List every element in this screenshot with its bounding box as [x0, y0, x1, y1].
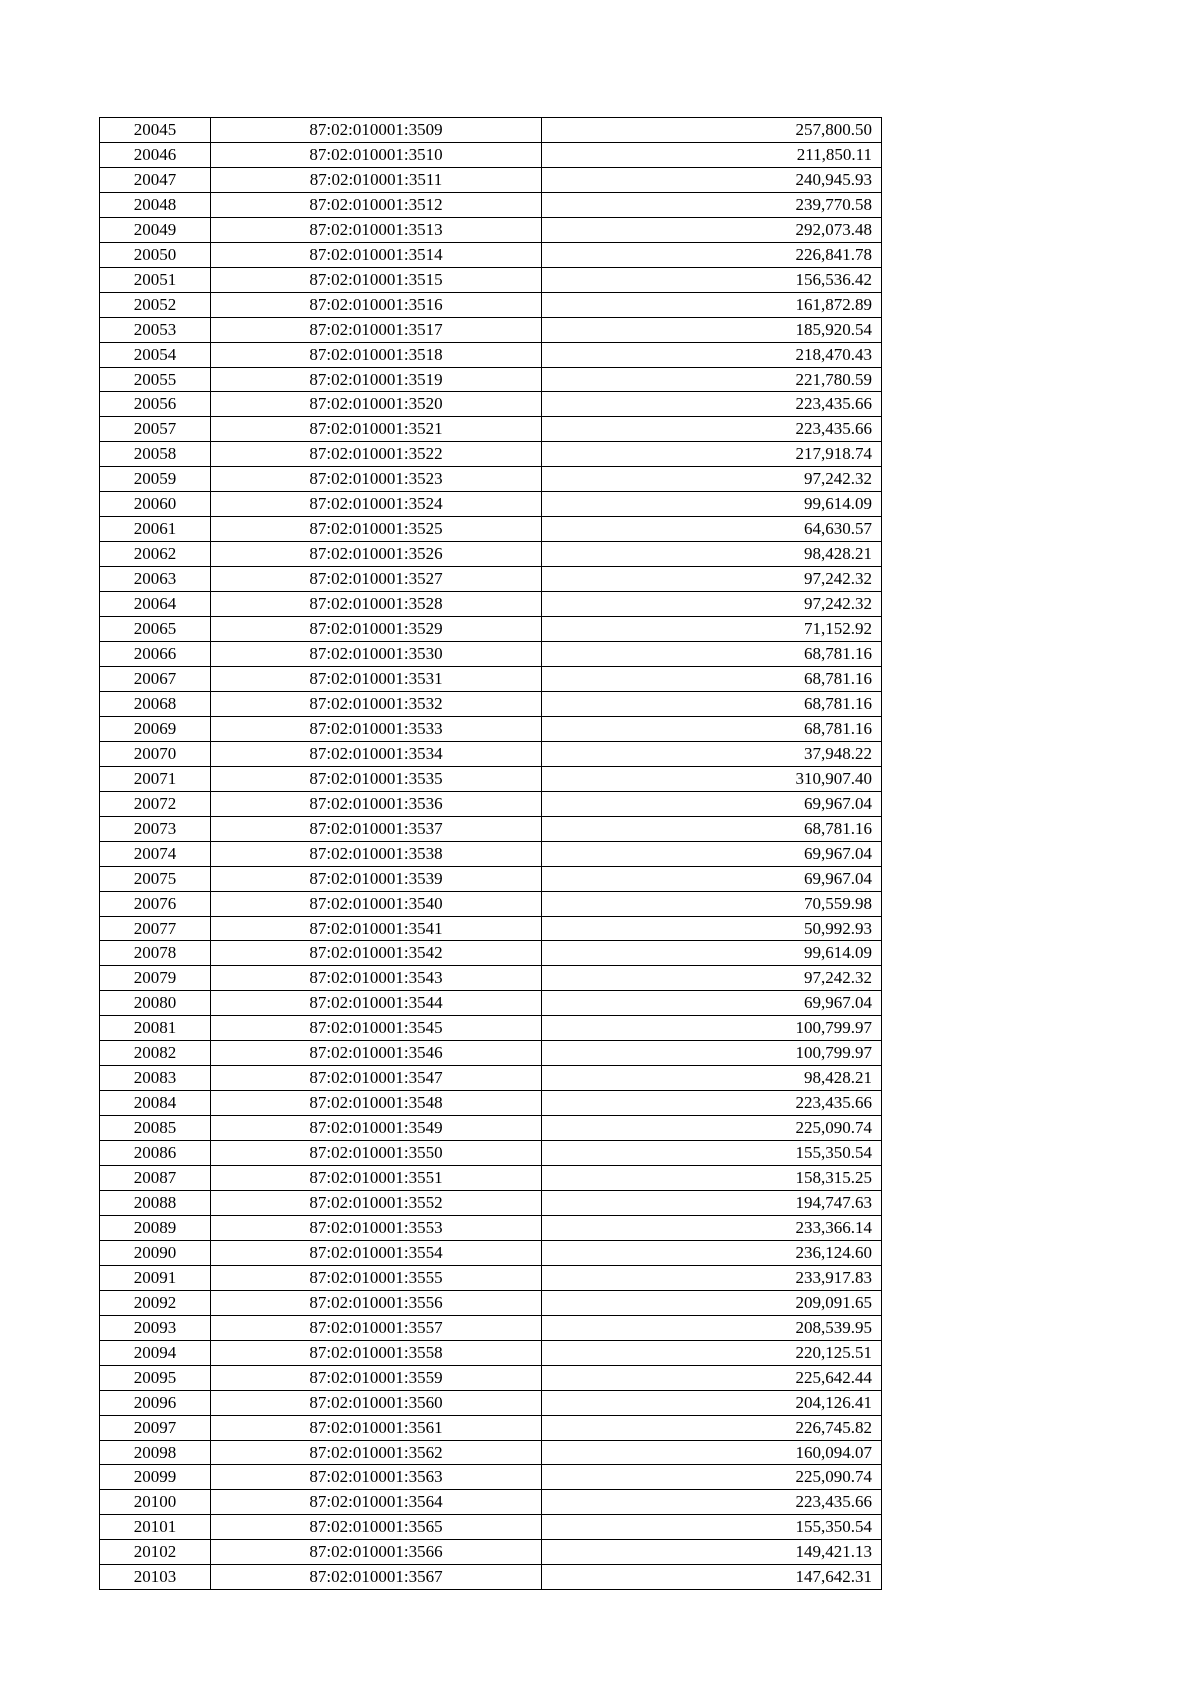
table-row — [100, 966, 882, 991]
cadastral-value-cell: 97,242.32 — [542, 567, 882, 592]
cadastral-value-cell: 236,124.60 — [542, 1240, 882, 1265]
table-row — [100, 292, 882, 317]
row-number-cell: 20053 — [100, 317, 211, 342]
cadastral-value-cell: 225,642.44 — [542, 1365, 882, 1390]
cadastral-value-cell: 220,125.51 — [542, 1340, 882, 1365]
cadastral-value-cell: 69,967.04 — [542, 866, 882, 891]
cadastral-value-cell: 185,920.54 — [542, 317, 882, 342]
cadastral-value-cell: 98,428.21 — [542, 1066, 882, 1091]
table-row — [100, 1315, 882, 1340]
cadastral-value-cell: 226,841.78 — [542, 242, 882, 267]
cadastral-value-cell: 155,350.54 — [542, 1515, 882, 1540]
cadastral-value-cell: 225,090.74 — [542, 1465, 882, 1490]
row-number-cell: 20091 — [100, 1265, 211, 1290]
table-row — [100, 1240, 882, 1265]
cadastral-number-cell: 87:02:010001:3512 — [211, 192, 542, 217]
table-row — [100, 816, 882, 841]
cadastral-number-cell: 87:02:010001:3530 — [211, 642, 542, 667]
table-row — [100, 342, 882, 367]
cadastral-number-cell: 87:02:010001:3561 — [211, 1415, 542, 1440]
cadastral-number-cell: 87:02:010001:3540 — [211, 891, 542, 916]
cadastral-number-cell: 87:02:010001:3551 — [211, 1166, 542, 1191]
row-number-cell: 20060 — [100, 492, 211, 517]
cadastral-number-cell: 87:02:010001:3528 — [211, 592, 542, 617]
row-number-cell: 20102 — [100, 1540, 211, 1565]
row-number-cell: 20100 — [100, 1490, 211, 1515]
cadastral-number-cell: 87:02:010001:3552 — [211, 1190, 542, 1215]
cadastral-number-cell: 87:02:010001:3545 — [211, 1016, 542, 1041]
cadastral-value-cell: 226,745.82 — [542, 1415, 882, 1440]
row-number-cell: 20050 — [100, 242, 211, 267]
cadastral-value-cell: 70,559.98 — [542, 891, 882, 916]
cadastral-number-cell: 87:02:010001:3549 — [211, 1116, 542, 1141]
row-number-cell: 20059 — [100, 467, 211, 492]
row-number-cell: 20084 — [100, 1091, 211, 1116]
cadastral-value-cell: 97,242.32 — [542, 592, 882, 617]
table-row — [100, 666, 882, 691]
table-row — [100, 1390, 882, 1415]
cadastral-value-table — [99, 117, 882, 1590]
table-row — [100, 1465, 882, 1490]
cadastral-value-cell: 97,242.32 — [542, 467, 882, 492]
cadastral-value-cell: 223,435.66 — [542, 1490, 882, 1515]
cadastral-number-cell: 87:02:010001:3564 — [211, 1490, 542, 1515]
cadastral-number-cell: 87:02:010001:3531 — [211, 666, 542, 691]
cadastral-value-cell: 68,781.16 — [542, 716, 882, 741]
cadastral-value-cell: 50,992.93 — [542, 916, 882, 941]
row-number-cell: 20061 — [100, 517, 211, 542]
table-row — [100, 1515, 882, 1540]
table-row — [100, 192, 882, 217]
cadastral-number-cell: 87:02:010001:3556 — [211, 1290, 542, 1315]
cadastral-value-cell: 100,799.97 — [542, 1041, 882, 1066]
row-number-cell: 20056 — [100, 392, 211, 417]
table-row — [100, 267, 882, 292]
table-row — [100, 1490, 882, 1515]
row-number-cell: 20064 — [100, 592, 211, 617]
row-number-cell: 20103 — [100, 1565, 211, 1590]
cadastral-number-cell: 87:02:010001:3554 — [211, 1240, 542, 1265]
table-row — [100, 1041, 882, 1066]
cadastral-number-cell: 87:02:010001:3521 — [211, 417, 542, 442]
row-number-cell: 20066 — [100, 642, 211, 667]
table-body — [100, 118, 882, 1590]
row-number-cell: 20063 — [100, 567, 211, 592]
row-number-cell: 20069 — [100, 716, 211, 741]
row-number-cell: 20092 — [100, 1290, 211, 1315]
cadastral-value-cell: 97,242.32 — [542, 966, 882, 991]
table-row — [100, 866, 882, 891]
cadastral-value-cell: 161,872.89 — [542, 292, 882, 317]
row-number-cell: 20058 — [100, 442, 211, 467]
cadastral-number-cell: 87:02:010001:3525 — [211, 517, 542, 542]
cadastral-number-cell: 87:02:010001:3565 — [211, 1515, 542, 1540]
row-number-cell: 20086 — [100, 1141, 211, 1166]
cadastral-value-cell: 147,642.31 — [542, 1565, 882, 1590]
row-number-cell: 20085 — [100, 1116, 211, 1141]
cadastral-number-cell: 87:02:010001:3547 — [211, 1066, 542, 1091]
cadastral-number-cell: 87:02:010001:3533 — [211, 716, 542, 741]
table-row — [100, 642, 882, 667]
cadastral-value-cell: 233,366.14 — [542, 1215, 882, 1240]
cadastral-value-cell: 68,781.16 — [542, 816, 882, 841]
table-row — [100, 791, 882, 816]
cadastral-number-cell: 87:02:010001:3522 — [211, 442, 542, 467]
row-number-cell: 20078 — [100, 941, 211, 966]
cadastral-number-cell: 87:02:010001:3559 — [211, 1365, 542, 1390]
row-number-cell: 20097 — [100, 1415, 211, 1440]
row-number-cell: 20082 — [100, 1041, 211, 1066]
row-number-cell: 20079 — [100, 966, 211, 991]
cadastral-value-cell: 211,850.11 — [542, 142, 882, 167]
table-row — [100, 1290, 882, 1315]
row-number-cell: 20099 — [100, 1465, 211, 1490]
table-row — [100, 991, 882, 1016]
table-row — [100, 1066, 882, 1091]
row-number-cell: 20076 — [100, 891, 211, 916]
cadastral-value-cell: 223,435.66 — [542, 417, 882, 442]
row-number-cell: 20089 — [100, 1215, 211, 1240]
cadastral-number-cell: 87:02:010001:3543 — [211, 966, 542, 991]
row-number-cell: 20048 — [100, 192, 211, 217]
cadastral-value-cell: 68,781.16 — [542, 642, 882, 667]
table-row — [100, 941, 882, 966]
cadastral-value-cell: 69,967.04 — [542, 791, 882, 816]
table-row — [100, 592, 882, 617]
cadastral-value-cell: 240,945.93 — [542, 167, 882, 192]
row-number-cell: 20080 — [100, 991, 211, 1016]
cadastral-number-cell: 87:02:010001:3510 — [211, 142, 542, 167]
table-row — [100, 1415, 882, 1440]
table-row — [100, 217, 882, 242]
cadastral-number-cell: 87:02:010001:3523 — [211, 467, 542, 492]
table-row — [100, 1141, 882, 1166]
cadastral-value-cell: 160,094.07 — [542, 1440, 882, 1465]
cadastral-value-cell: 221,780.59 — [542, 367, 882, 392]
cadastral-value-cell: 149,421.13 — [542, 1540, 882, 1565]
row-number-cell: 20057 — [100, 417, 211, 442]
row-number-cell: 20073 — [100, 816, 211, 841]
cadastral-value-cell: 156,536.42 — [542, 267, 882, 292]
cadastral-number-cell: 87:02:010001:3562 — [211, 1440, 542, 1465]
row-number-cell: 20094 — [100, 1340, 211, 1365]
cadastral-number-cell: 87:02:010001:3538 — [211, 841, 542, 866]
cadastral-value-cell: 100,799.97 — [542, 1016, 882, 1041]
row-number-cell: 20070 — [100, 741, 211, 766]
cadastral-number-cell: 87:02:010001:3557 — [211, 1315, 542, 1340]
cadastral-value-cell: 239,770.58 — [542, 192, 882, 217]
row-number-cell: 20088 — [100, 1190, 211, 1215]
row-number-cell: 20062 — [100, 542, 211, 567]
row-number-cell: 20095 — [100, 1365, 211, 1390]
table-row — [100, 1091, 882, 1116]
cadastral-number-cell: 87:02:010001:3566 — [211, 1540, 542, 1565]
row-number-cell: 20098 — [100, 1440, 211, 1465]
cadastral-number-cell: 87:02:010001:3560 — [211, 1390, 542, 1415]
table-row — [100, 766, 882, 791]
table-row — [100, 741, 882, 766]
cadastral-value-cell: 69,967.04 — [542, 991, 882, 1016]
cadastral-number-cell: 87:02:010001:3536 — [211, 791, 542, 816]
cadastral-number-cell: 87:02:010001:3517 — [211, 317, 542, 342]
cadastral-number-cell: 87:02:010001:3527 — [211, 567, 542, 592]
table-row — [100, 142, 882, 167]
row-number-cell: 20055 — [100, 367, 211, 392]
cadastral-number-cell: 87:02:010001:3548 — [211, 1091, 542, 1116]
cadastral-value-cell: 158,315.25 — [542, 1166, 882, 1191]
cadastral-value-cell: 68,781.16 — [542, 691, 882, 716]
cadastral-value-cell: 225,090.74 — [542, 1116, 882, 1141]
cadastral-number-cell: 87:02:010001:3519 — [211, 367, 542, 392]
table-row — [100, 442, 882, 467]
row-number-cell: 20047 — [100, 167, 211, 192]
row-number-cell: 20093 — [100, 1315, 211, 1340]
cadastral-number-cell: 87:02:010001:3544 — [211, 991, 542, 1016]
cadastral-number-cell: 87:02:010001:3518 — [211, 342, 542, 367]
table-row — [100, 417, 882, 442]
row-number-cell: 20067 — [100, 666, 211, 691]
table-row — [100, 691, 882, 716]
cadastral-value-cell: 98,428.21 — [542, 542, 882, 567]
cadastral-value-cell: 223,435.66 — [542, 392, 882, 417]
table-row — [100, 167, 882, 192]
row-number-cell: 20075 — [100, 866, 211, 891]
table-row — [100, 1365, 882, 1390]
cadastral-value-cell: 217,918.74 — [542, 442, 882, 467]
cadastral-number-cell: 87:02:010001:3541 — [211, 916, 542, 941]
cadastral-number-cell: 87:02:010001:3563 — [211, 1465, 542, 1490]
table-row — [100, 1440, 882, 1465]
cadastral-value-cell: 233,917.83 — [542, 1265, 882, 1290]
row-number-cell: 20077 — [100, 916, 211, 941]
cadastral-number-cell: 87:02:010001:3553 — [211, 1215, 542, 1240]
table-row — [100, 517, 882, 542]
cadastral-value-cell: 155,350.54 — [542, 1141, 882, 1166]
table-row — [100, 542, 882, 567]
table-row — [100, 841, 882, 866]
cadastral-value-cell: 257,800.50 — [542, 118, 882, 143]
row-number-cell: 20051 — [100, 267, 211, 292]
table-row — [100, 1215, 882, 1240]
cadastral-number-cell: 87:02:010001:3546 — [211, 1041, 542, 1066]
cadastral-value-cell: 194,747.63 — [542, 1190, 882, 1215]
row-number-cell: 20083 — [100, 1066, 211, 1091]
cadastral-number-cell: 87:02:010001:3529 — [211, 617, 542, 642]
cadastral-number-cell: 87:02:010001:3550 — [211, 1141, 542, 1166]
cadastral-value-cell: 99,614.09 — [542, 941, 882, 966]
row-number-cell: 20074 — [100, 841, 211, 866]
cadastral-number-cell: 87:02:010001:3509 — [211, 118, 542, 143]
cadastral-number-cell: 87:02:010001:3513 — [211, 217, 542, 242]
table-row — [100, 1166, 882, 1191]
table-row — [100, 467, 882, 492]
cadastral-value-cell: 310,907.40 — [542, 766, 882, 791]
row-number-cell: 20072 — [100, 791, 211, 816]
cadastral-number-cell: 87:02:010001:3535 — [211, 766, 542, 791]
row-number-cell: 20046 — [100, 142, 211, 167]
cadastral-number-cell: 87:02:010001:3520 — [211, 392, 542, 417]
cadastral-number-cell: 87:02:010001:3558 — [211, 1340, 542, 1365]
cadastral-value-cell: 64,630.57 — [542, 517, 882, 542]
row-number-cell: 20087 — [100, 1166, 211, 1191]
row-number-cell: 20045 — [100, 118, 211, 143]
cadastral-number-cell: 87:02:010001:3514 — [211, 242, 542, 267]
table-row — [100, 617, 882, 642]
cadastral-number-cell: 87:02:010001:3526 — [211, 542, 542, 567]
row-number-cell: 20071 — [100, 766, 211, 791]
row-number-cell: 20065 — [100, 617, 211, 642]
cadastral-value-cell: 71,152.92 — [542, 617, 882, 642]
table-row — [100, 891, 882, 916]
table-row — [100, 1190, 882, 1215]
table-row — [100, 567, 882, 592]
row-number-cell: 20096 — [100, 1390, 211, 1415]
cadastral-value-cell: 37,948.22 — [542, 741, 882, 766]
table-row — [100, 317, 882, 342]
cadastral-value-cell: 99,614.09 — [542, 492, 882, 517]
row-number-cell: 20081 — [100, 1016, 211, 1041]
cadastral-value-cell: 209,091.65 — [542, 1290, 882, 1315]
row-number-cell: 20101 — [100, 1515, 211, 1540]
row-number-cell: 20068 — [100, 691, 211, 716]
cadastral-value-cell: 208,539.95 — [542, 1315, 882, 1340]
table-row — [100, 916, 882, 941]
cadastral-number-cell: 87:02:010001:3567 — [211, 1565, 542, 1590]
table-row — [100, 392, 882, 417]
cadastral-number-cell: 87:02:010001:3515 — [211, 267, 542, 292]
table-row — [100, 716, 882, 741]
table-row — [100, 1565, 882, 1590]
row-number-cell: 20049 — [100, 217, 211, 242]
table-row — [100, 367, 882, 392]
cadastral-number-cell: 87:02:010001:3534 — [211, 741, 542, 766]
row-number-cell: 20052 — [100, 292, 211, 317]
cadastral-value-cell: 68,781.16 — [542, 666, 882, 691]
table-row — [100, 492, 882, 517]
row-number-cell: 20090 — [100, 1240, 211, 1265]
cadastral-number-cell: 87:02:010001:3524 — [211, 492, 542, 517]
cadastral-number-cell: 87:02:010001:3537 — [211, 816, 542, 841]
cadastral-value-cell: 223,435.66 — [542, 1091, 882, 1116]
cadastral-number-cell: 87:02:010001:3532 — [211, 691, 542, 716]
cadastral-number-cell: 87:02:010001:3539 — [211, 866, 542, 891]
cadastral-value-cell: 218,470.43 — [542, 342, 882, 367]
cadastral-value-cell: 69,967.04 — [542, 841, 882, 866]
cadastral-number-cell: 87:02:010001:3542 — [211, 941, 542, 966]
table-row — [100, 1340, 882, 1365]
row-number-cell: 20054 — [100, 342, 211, 367]
table-row — [100, 1016, 882, 1041]
cadastral-number-cell: 87:02:010001:3555 — [211, 1265, 542, 1290]
cadastral-number-cell: 87:02:010001:3511 — [211, 167, 542, 192]
cadastral-value-cell: 292,073.48 — [542, 217, 882, 242]
table-row — [100, 242, 882, 267]
cadastral-value-cell: 204,126.41 — [542, 1390, 882, 1415]
table-row — [100, 118, 882, 143]
cadastral-number-cell: 87:02:010001:3516 — [211, 292, 542, 317]
table-row — [100, 1540, 882, 1565]
table-row — [100, 1265, 882, 1290]
table-row — [100, 1116, 882, 1141]
